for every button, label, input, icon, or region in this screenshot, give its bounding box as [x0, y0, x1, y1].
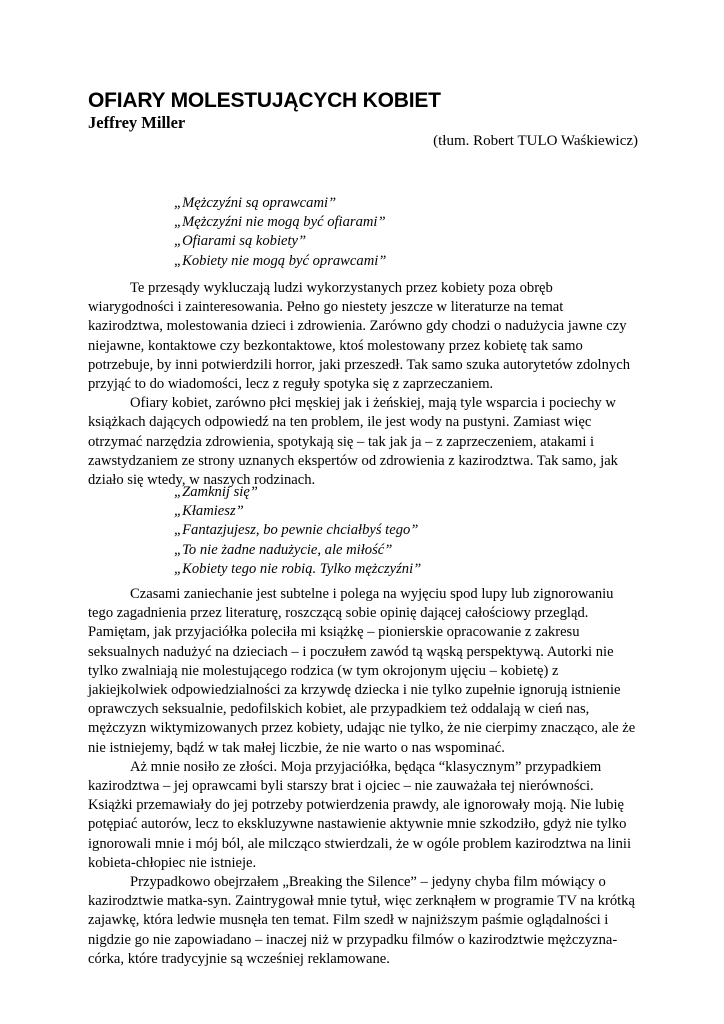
- epigraph-line: „Kłamiesz”: [174, 503, 244, 520]
- paragraph-line: kobieta-chłopiec nie istnieje.: [88, 854, 257, 871]
- paragraph-line: mężczyzn wiktymizowanych przez kobiety, udając nie tylko, że nie cierpimy znacząco, ale że: [88, 720, 636, 737]
- paragraph-line: kazirodztwa, molestowania dzieci i zdrowienia. Zarówno gdy chodzi o nadużycia jawne czy: [88, 318, 627, 335]
- paragraph-line: tego zagadnienia przez literaturę, roszczącą sobie opinię dającej całościowy przegląd.: [88, 605, 589, 622]
- document-title: OFIARY MOLESTUJĄCYCH KOBIET: [88, 89, 441, 112]
- paragraph-line: potrzebuje, by inni potwierdzili horror, jaki przeszedł. Tak samo szuka autorytetów zdolnych: [88, 356, 630, 373]
- epigraph-line: „To nie żadne nadużycie, ale miłość”: [174, 541, 393, 558]
- paragraph-line: książkach dających odpowiedź na ten problem, ile jest wody na pustyni. Zamiast więc: [88, 414, 592, 431]
- paragraph-line: Pamiętam, jak przyjaciółka poleciła mi książkę – pionierskie opracowanie z zakresu: [88, 624, 580, 641]
- paragraph-line: nigdzie go nie zapowiadano – inaczej niż w przypadku filmów o kazirodztwie mężczyzna-: [88, 931, 618, 948]
- epigraph-line: „Mężczyźni są oprawcami”: [174, 195, 337, 211]
- translator-credit: (tłum. Robert TULO Waśkiewicz): [433, 133, 638, 149]
- paragraph-line: kazirodztwie matka-syn. Zaintrygował mnie tytuł, więc zerknąłem w programie TV na krótką: [88, 893, 635, 910]
- paragraph-line: Przypadkowo obejrzałem „Breaking the Silence” – jedyny chyba film mówiący o: [130, 874, 606, 891]
- paragraph-line: nie istniejemy, bądź w tak małej liczbie, że nie warto o nas wspominać.: [88, 739, 505, 756]
- paragraph-line: oprawczych seksualnie, pedofilskich kobiet, ale przypadkiem też oddalają w cień nas,: [88, 701, 590, 718]
- epigraph-2: [174, 483, 421, 579]
- section-1-text: [88, 279, 636, 490]
- epigraph-line: „Ofiarami są kobiety”: [174, 233, 307, 250]
- section-2-text: [88, 585, 636, 969]
- paragraph-line: kazirodztwa – jej oprawcami byli starszy brat i ojciec – nie zauważała tej nierówności.: [88, 778, 594, 795]
- paragraph-line: Aż mnie nosiło ze złości. Moja przyjaciółka, będąca “klasycznym” przypadkiem: [130, 758, 602, 775]
- paragraph-line: otrzymać narzędzia zdrowienia, spotykają się – tak jak ja – z zaprzeczeniem, atakami i: [88, 433, 595, 450]
- paragraph-line: zawstydzaniem ze strony uznanych ekspertów od zdrowienia z kazirodztwa. Tak samo, jak: [88, 452, 618, 469]
- epigraph-line: „Mężczyźni nie mogą być ofiarami”: [174, 214, 386, 231]
- paragraph-line: przyjąć to do wiadomości, lecz z reguły spotyka się z zaprzeczaniem.: [88, 376, 494, 393]
- paragraph-line: działo się wtedy, w naszych rodzinach.: [88, 472, 316, 489]
- paragraph-line: zajawkę, która ledwie musnęła ten temat. Film szedł w najniższym paśmie oglądalności i: [88, 912, 609, 929]
- paragraph-line: niejawne, kontaktowe czy bezkontaktowe, ktoś molestowany przez kobietę tak samo: [88, 337, 583, 354]
- epigraph-line: „Kobiety tego nie robią. Tylko mężczyźni”: [174, 560, 422, 577]
- paragraph-line: potępiać autorów, lecz to ekskluzywne nastawienie aktywnie mnie szkodziło, gdyż nie tylko: [88, 816, 627, 833]
- epigraph-line: „Fantazjujesz, bo pewnie chciałbyś tego”: [174, 522, 419, 539]
- paragraph-line: tylko zwalniają nie molestującego rodzica (w tym okrojonym ujęciu – kobietę) z: [88, 662, 559, 679]
- paragraph-line: Czasami zaniechanie jest subtelne i polega na wyjęciu spod lupy lub zignorowaniu: [130, 586, 614, 602]
- paragraph-line: córka, które tradycyjnie są wcześniej reklamowane.: [88, 950, 390, 967]
- paragraph-line: wiarygodności i zainteresowania. Pełno go niestety jeszcze w literaturze na temat: [88, 299, 564, 316]
- epigraph-line: „Zamknij się”: [174, 484, 258, 500]
- paragraph-line: jakiejkolwiek odpowiedzialności za krzywdę dziecka i nie tylko zupełnie ignorują istnienie: [88, 682, 621, 699]
- epigraph-line: „Kobiety nie mogą być oprawcami”: [174, 252, 387, 269]
- paragraph-line: Ofiary kobiet, zarówno płci męskiej jak i żeńskiej, mają tyle wsparcia i pociechy w: [130, 395, 616, 412]
- epigraph-1: [174, 194, 386, 271]
- author-name: Jeffrey Miller: [88, 113, 186, 132]
- paragraph-line: ignorowali mnie i mój ból, ale milcząco stwierdzali, że w ogóle problem kazirodztwa na linii: [88, 835, 632, 852]
- paragraph-line: Książki przemawiały do jej potrzeby potwierdzenia prawdy, ale ignorowały moją. Nie lubię: [88, 797, 624, 814]
- paragraph-line: seksualnych nadużyć na dzieciach – i poczułem zawód tą wąską perspektywą. Autorki nie: [88, 643, 614, 660]
- paragraph-line: Te przesądy wykluczają ludzi wykorzystanych przez kobiety poza obręb: [130, 280, 553, 296]
